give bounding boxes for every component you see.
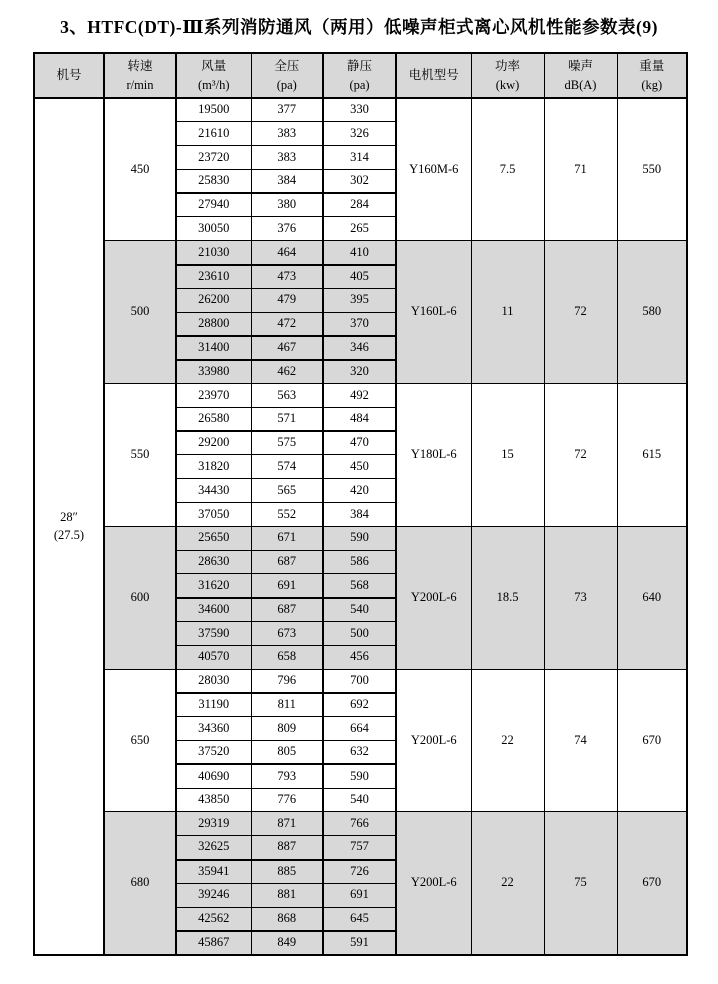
cell-flow: 21610: [176, 122, 251, 146]
cell-total-pressure: 565: [251, 479, 323, 503]
cell-static-pressure: 726: [323, 860, 396, 884]
cell-flow: 34600: [176, 598, 251, 622]
cell-total-pressure: 805: [251, 741, 323, 765]
cell-static-pressure: 692: [323, 693, 396, 717]
cell-static-pressure: 265: [323, 217, 396, 241]
cell-static-pressure: 410: [323, 241, 396, 265]
cell-static-pressure: 326: [323, 122, 396, 146]
cell-weight: 670: [617, 669, 687, 812]
cell-static-pressure: 405: [323, 265, 396, 289]
cell-motor-model: Y160L-6: [396, 241, 471, 384]
header-text: 静压: [346, 59, 372, 74]
cell-flow: 43850: [176, 788, 251, 812]
cell-total-pressure: 473: [251, 265, 323, 289]
cell-speed: 600: [104, 526, 176, 669]
header-text: (kw): [495, 77, 520, 92]
cell-total-pressure: 383: [251, 146, 323, 170]
cell-weight: 640: [617, 526, 687, 669]
cell-total-pressure: 552: [251, 503, 323, 527]
cell-static-pressure: 691: [323, 883, 396, 907]
performance-table: [33, 52, 688, 956]
cell-weight: 670: [617, 812, 687, 955]
cell-power: 11: [471, 241, 544, 384]
cell-static-pressure: 586: [323, 550, 396, 574]
header-text: 重量: [639, 59, 665, 74]
cell-flow: 25830: [176, 169, 251, 193]
cell-flow: 27940: [176, 193, 251, 217]
cell-total-pressure: 885: [251, 860, 323, 884]
cell-total-pressure: 563: [251, 384, 323, 408]
cell-static-pressure: 346: [323, 336, 396, 360]
cell-flow: 28630: [176, 550, 251, 574]
cell-total-pressure: 868: [251, 907, 323, 931]
cell-total-pressure: 472: [251, 312, 323, 336]
cell-flow: 25650: [176, 526, 251, 550]
cell-flow: 45867: [176, 931, 251, 955]
cell-flow: 40570: [176, 645, 251, 669]
cell-total-pressure: 462: [251, 360, 323, 384]
cell-total-pressure: 574: [251, 455, 323, 479]
cell-static-pressure: 395: [323, 288, 396, 312]
cell-weight: 615: [617, 384, 687, 527]
header-text: (pa): [349, 77, 370, 92]
cell-flow: 37050: [176, 503, 251, 527]
cell-static-pressure: 766: [323, 812, 396, 836]
cell-flow: 29200: [176, 431, 251, 455]
col-header-power: [471, 53, 544, 98]
header-text: (m³/h): [197, 77, 230, 92]
cell-static-pressure: 384: [323, 503, 396, 527]
cell-total-pressure: 811: [251, 693, 323, 717]
cell-static-pressure: 632: [323, 741, 396, 765]
cell-total-pressure: 479: [251, 288, 323, 312]
cell-flow: 32625: [176, 836, 251, 860]
cell-motor-model: Y200L-6: [396, 812, 471, 955]
cell-power: 15: [471, 384, 544, 527]
cell-total-pressure: 671: [251, 526, 323, 550]
cell-motor-model: Y160M-6: [396, 98, 471, 241]
cell-flow: 30050: [176, 217, 251, 241]
cell-flow: 19500: [176, 98, 251, 122]
cell-noise: 73: [544, 526, 617, 669]
col-header-motor-model: [396, 53, 471, 98]
cell-static-pressure: 284: [323, 193, 396, 217]
cell-total-pressure: 384: [251, 169, 323, 193]
cell-flow: 31400: [176, 336, 251, 360]
cell-flow: 28030: [176, 669, 251, 693]
header-text: (pa): [276, 77, 297, 92]
cell-flow: 23720: [176, 146, 251, 170]
page-title: 3、HTFC(DT)-Ⅲ系列消防通风（两用）低噪声柜式离心风机性能参数表(9): [60, 17, 658, 37]
header-text: 转速: [127, 59, 153, 74]
machine-no-size: 28″: [60, 510, 78, 525]
cell-static-pressure: 591: [323, 931, 396, 955]
machine-no-diameter: (27.5): [53, 528, 85, 543]
cell-speed: 450: [104, 98, 176, 241]
cell-static-pressure: 645: [323, 907, 396, 931]
header-text: dB(A): [564, 77, 597, 92]
table-row: [34, 384, 687, 408]
col-header-total-pressure: [251, 53, 323, 98]
header-row: [34, 53, 687, 98]
col-header-flow: [176, 53, 251, 98]
header-text: 全压: [274, 59, 300, 74]
cell-static-pressure: 568: [323, 574, 396, 598]
cell-power: 22: [471, 812, 544, 955]
cell-total-pressure: 687: [251, 598, 323, 622]
cell-flow: 26580: [176, 407, 251, 431]
col-header-speed: [104, 53, 176, 98]
cell-total-pressure: 377: [251, 98, 323, 122]
cell-static-pressure: 370: [323, 312, 396, 336]
cell-static-pressure: 470: [323, 431, 396, 455]
cell-motor-model: Y180L-6: [396, 384, 471, 527]
cell-flow: 29319: [176, 812, 251, 836]
table-row: [34, 669, 687, 693]
cell-flow: 28800: [176, 312, 251, 336]
header-text: 电机型号: [408, 68, 459, 83]
cell-total-pressure: 673: [251, 622, 323, 646]
cell-motor-model: Y200L-6: [396, 526, 471, 669]
cell-static-pressure: 484: [323, 407, 396, 431]
table-row: [34, 98, 687, 122]
cell-static-pressure: 540: [323, 788, 396, 812]
cell-static-pressure: 320: [323, 360, 396, 384]
cell-flow: 37590: [176, 622, 251, 646]
cell-total-pressure: 376: [251, 217, 323, 241]
cell-noise: 74: [544, 669, 617, 812]
cell-total-pressure: 658: [251, 645, 323, 669]
cell-flow: 39246: [176, 883, 251, 907]
cell-speed: 500: [104, 241, 176, 384]
cell-static-pressure: 664: [323, 717, 396, 741]
cell-total-pressure: 464: [251, 241, 323, 265]
cell-total-pressure: 571: [251, 407, 323, 431]
cell-power: 22: [471, 669, 544, 812]
cell-static-pressure: 590: [323, 526, 396, 550]
cell-static-pressure: 492: [323, 384, 396, 408]
cell-static-pressure: 330: [323, 98, 396, 122]
cell-flow: 31190: [176, 693, 251, 717]
cell-static-pressure: 420: [323, 479, 396, 503]
cell-noise: 72: [544, 384, 617, 527]
cell-total-pressure: 776: [251, 788, 323, 812]
cell-total-pressure: 687: [251, 550, 323, 574]
table-row: [34, 812, 687, 836]
cell-weight: 580: [617, 241, 687, 384]
cell-flow: 34360: [176, 717, 251, 741]
cell-weight: 550: [617, 98, 687, 241]
cell-total-pressure: 796: [251, 669, 323, 693]
cell-noise: 71: [544, 98, 617, 241]
cell-total-pressure: 887: [251, 836, 323, 860]
header-text: 机号: [56, 68, 82, 83]
cell-static-pressure: 500: [323, 622, 396, 646]
cell-flow: 31820: [176, 455, 251, 479]
col-header-static-pressure: [323, 53, 396, 98]
cell-flow: 33980: [176, 360, 251, 384]
cell-noise: 72: [544, 241, 617, 384]
cell-total-pressure: 380: [251, 193, 323, 217]
cell-flow: 42562: [176, 907, 251, 931]
cell-total-pressure: 793: [251, 764, 323, 788]
cell-power: 7.5: [471, 98, 544, 241]
cell-static-pressure: 757: [323, 836, 396, 860]
cell-speed: 680: [104, 812, 176, 955]
cell-flow: 35941: [176, 860, 251, 884]
cell-flow: 37520: [176, 741, 251, 765]
cell-flow: 40690: [176, 764, 251, 788]
cell-total-pressure: 849: [251, 931, 323, 955]
header-text: r/min: [126, 77, 154, 92]
cell-flow: 26200: [176, 288, 251, 312]
cell-flow: 23970: [176, 384, 251, 408]
cell-total-pressure: 871: [251, 812, 323, 836]
cell-total-pressure: 881: [251, 883, 323, 907]
cell-static-pressure: 540: [323, 598, 396, 622]
cell-flow: 31620: [176, 574, 251, 598]
cell-flow: 23610: [176, 265, 251, 289]
table-row: [34, 241, 687, 265]
cell-total-pressure: 575: [251, 431, 323, 455]
cell-static-pressure: 302: [323, 169, 396, 193]
cell-static-pressure: 700: [323, 669, 396, 693]
cell-total-pressure: 383: [251, 122, 323, 146]
col-header-machine-no: [34, 53, 104, 98]
cell-static-pressure: 456: [323, 645, 396, 669]
header-text: 噪声: [567, 59, 593, 74]
cell-flow: 34430: [176, 479, 251, 503]
cell-total-pressure: 691: [251, 574, 323, 598]
table-row: [34, 526, 687, 550]
col-header-weight: [617, 53, 687, 98]
cell-total-pressure: 809: [251, 717, 323, 741]
header-text: 功率: [494, 59, 520, 74]
cell-flow: 21030: [176, 241, 251, 265]
header-text: (kg): [641, 77, 663, 92]
cell-speed: 650: [104, 669, 176, 812]
cell-static-pressure: 590: [323, 764, 396, 788]
cell-motor-model: Y200L-6: [396, 669, 471, 812]
cell-static-pressure: 450: [323, 455, 396, 479]
cell-noise: 75: [544, 812, 617, 955]
cell-power: 18.5: [471, 526, 544, 669]
col-header-noise: [544, 53, 617, 98]
cell-speed: 550: [104, 384, 176, 527]
header-text: 风量: [201, 59, 227, 74]
cell-static-pressure: 314: [323, 146, 396, 170]
cell-total-pressure: 467: [251, 336, 323, 360]
cell-machine-no: [34, 98, 104, 955]
